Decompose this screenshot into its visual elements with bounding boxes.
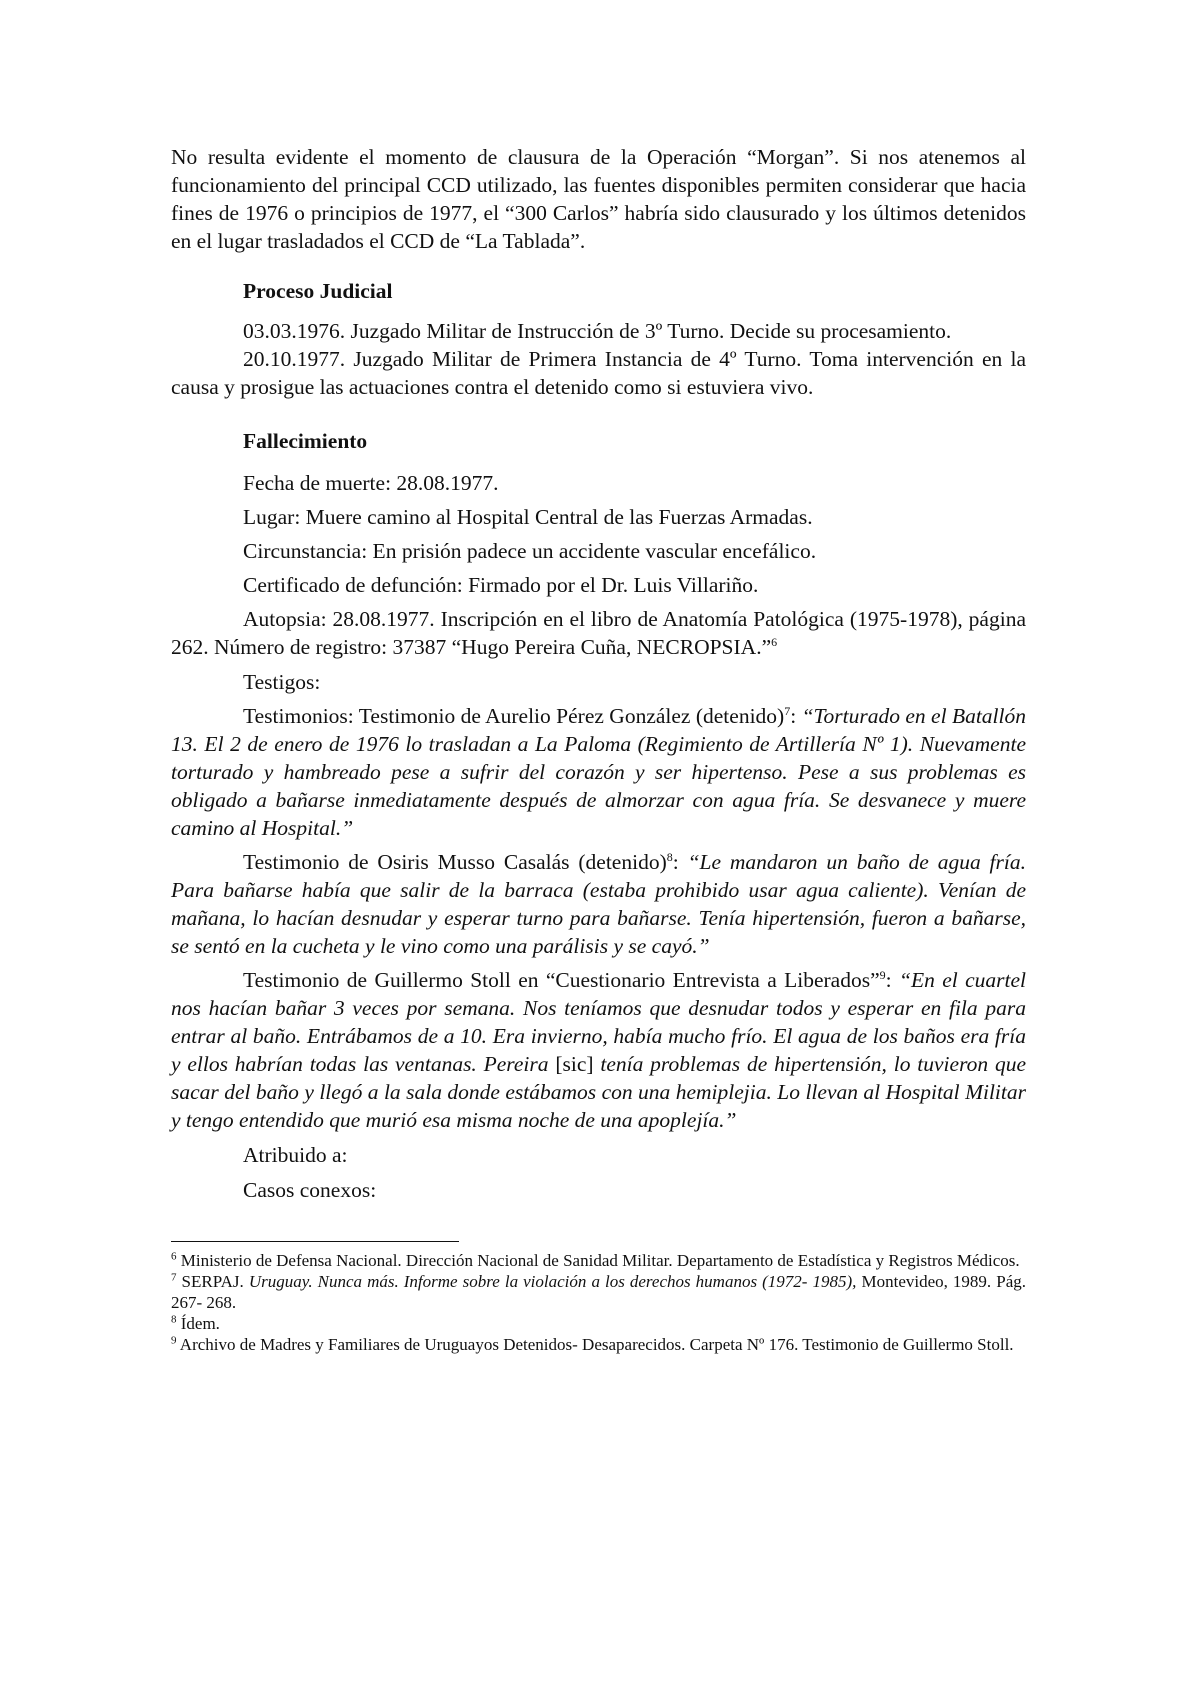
footnote-9 [171, 1334, 1026, 1355]
footnote-6-number: 6 [171, 1250, 177, 1263]
testimonio-2-sep: : [672, 850, 688, 874]
testimonio-1-quote: “Torturado en el Batallón 13. El 2 de enero de 1976 lo trasladan a La Paloma (Regimiento de Artillería Nº 1). Nuevamente torturado y hambreado pese a sufrir del corazón y ser hipertenso. Pese a sus problemas es obligado a bañarse inmediatamente después de almorzar con agua fría. Se desvanece y muere camino al Hospital.” [171, 704, 1027, 840]
certificado-defuncion: Certificado de defunción: Firmado por el Dr. Luis Villariño. [243, 573, 759, 597]
footnote-9-number: 9 [171, 1334, 177, 1347]
atribuido-a: Atribuido a: [243, 1143, 348, 1167]
proceso-entry-2: 20.10.1977. Juzgado Militar de Primera Instancia de 4º Turno. Toma intervención en la causa y prosigue las actuaciones contra el detenido como si estuviera vivo. [171, 347, 1026, 399]
testimonio-musso-casalas [171, 848, 1026, 960]
footnote-divider [171, 1241, 459, 1242]
footnote-7-title: Uruguay. Nunca más. Informe sobre la violación a los derechos humanos (1972- 1985), [248, 1272, 857, 1291]
testimonio-2-lead: Testimonio de Osiris Musso Casalás (detenido) [243, 850, 667, 874]
fecha-muerte: Fecha de muerte: 28.08.1977. [243, 471, 499, 495]
proceso-judicial-heading: Proceso Judicial [243, 279, 393, 303]
casos-conexos: Casos conexos: [243, 1178, 377, 1202]
testimonio-1-lead: Testimonios: Testimonio de Aurelio Pérez González (detenido) [243, 704, 785, 728]
footnote-ref-8: 8 [666, 849, 673, 864]
testimonio-3-lead: Testimonio de Guillermo Stoll en “Cuestionario Entrevista a Liberados” [243, 968, 880, 992]
testimonio-2-quote: “Le mandaron un baño de agua fría. Para bañarse había que salir de la barraca (estaba prohibido usar agua caliente). Venían de mañana, lo hacían desnudar y esperar turno para bañarse. Tenía hipertensión, fueron a bañarse, se sentó en la cucheta y le vino como una parálisis y se cayó.” [171, 850, 1026, 958]
footnote-9-text: Archivo de Madres y Familiares de Uruguayos Detenidos- Desaparecidos. Carpeta Nº 176. Testimonio de Guillermo Stoll. [176, 1335, 1014, 1354]
lugar: Lugar: Muere camino al Hospital Central de las Fuerzas Armadas. [243, 505, 813, 529]
footnote-8 [171, 1313, 1026, 1334]
testigos: Testigos: [243, 670, 321, 694]
footnote-ref-6: 6 [771, 634, 778, 649]
testimonio-3-quote-b: tenía problemas de hipertensión, lo tuvieron que sacar del baño y llegó a la sala donde estábamos con una hemiplejia. Lo llevan al Hospital Militar y tengo entendido que murió esa misma noche de una apoplejía.” [171, 1052, 1027, 1132]
testimonio-1-sep: : [790, 704, 802, 728]
footnote-7-number: 7 [171, 1271, 177, 1284]
footnote-6-text: Ministerio de Defensa Nacional. Dirección Nacional de Sanidad Militar. Departamento de Estadística y Registros Médicos. [180, 1251, 1020, 1270]
testimonio-3-sep: : [885, 968, 899, 992]
testimonio-3-sic: [sic] [548, 1052, 601, 1076]
intro-paragraph: No resulta evidente el momento de clausura de la Operación “Morgan”. Si nos atenemos al funcionamiento del principal CCD utilizado, las fuentes disponibles permiten considerar que hacia fines de 1976 o principios de 1977, el “300 Carlos” habría sido clausurado y los últimos detenidos en el lugar trasladados el CCD de “La Tablada”. [171, 145, 1026, 253]
autopsia-text: Autopsia: 28.08.1977. Inscripción en el libro de Anatomía Patológica (1975-1978), página 262. Número de registro: 37387 “Hugo Pereira Cuña, NECROPSIA.” [171, 607, 1026, 659]
footnote-8-text: Ídem. [176, 1314, 220, 1333]
footnote-6 [171, 1250, 1026, 1271]
footnote-7-text-b: Montevideo, 1989. Pág. 267- 268. [171, 1272, 1026, 1312]
footnote-8-number: 8 [171, 1313, 177, 1326]
footnote-7 [171, 1271, 1026, 1313]
circunstancia: Circunstancia: En prisión padece un accidente vascular encefálico. [243, 539, 817, 563]
footnote-ref-7: 7 [784, 703, 791, 718]
footnote-ref-9: 9 [879, 967, 886, 982]
testimonio-perez-gonzalez [171, 702, 1026, 842]
proceso-entry-1: 03.03.1976. Juzgado Militar de Instrucción de 3º Turno. Decide su procesamiento. [243, 319, 952, 343]
testimonio-3-quote-a: “En el cuartel nos hacían bañar 3 veces por semana. Nos teníamos que desnudar todos y esperar en fila para entrar al baño. Entrábamos de a 10. Era invierno, había mucho frío. El agua de los baños era fría y ellos habrían todas las ventanas. Pereira [171, 968, 1027, 1076]
fallecimiento-heading: Fallecimiento [243, 429, 368, 453]
testimonio-stoll [171, 966, 1026, 1134]
autopsia [171, 605, 1026, 661]
footnote-7-text-a: SERPAJ. [176, 1272, 249, 1291]
